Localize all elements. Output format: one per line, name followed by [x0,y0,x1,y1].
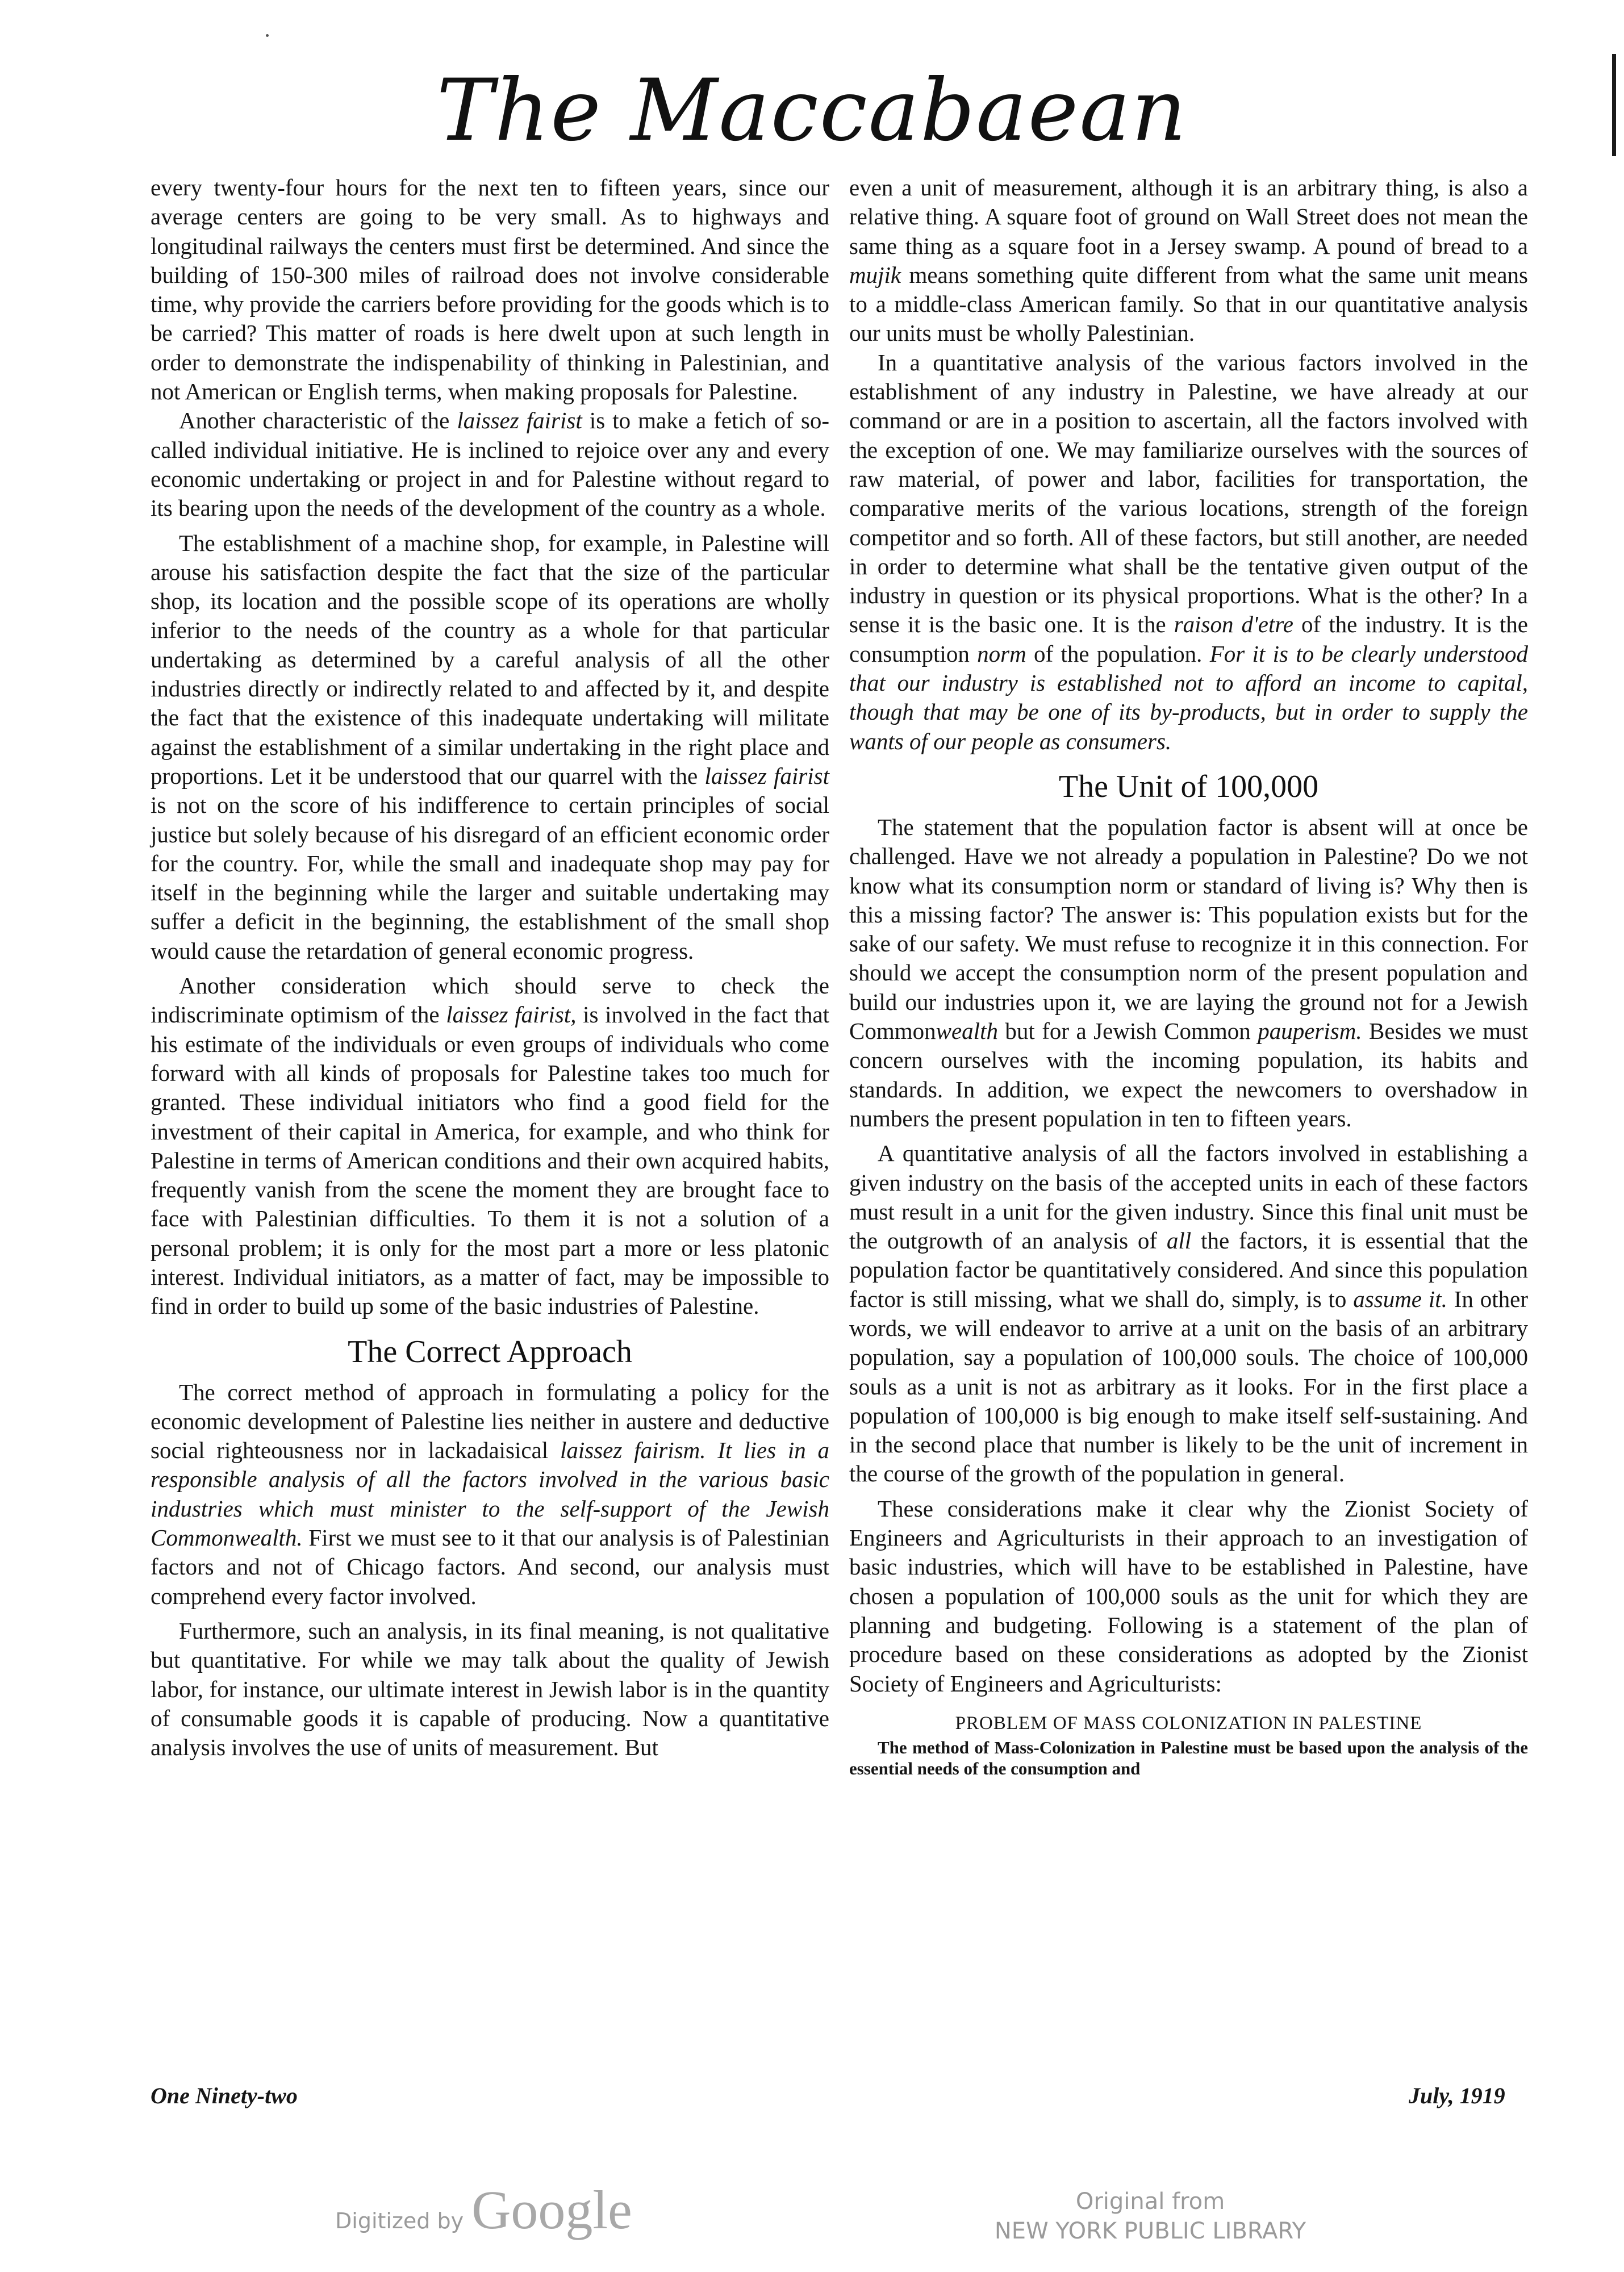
masthead-title: The Maccabaean [436,61,1188,160]
left-paragraph-2: Another characteristic of the laissez fairist is to make a fetich of so-called individual initiative. He is inclined to rejoice over any and every economic undertaking or project in and for Palestine without regard to its bearing upon the needs of the development of the country as a whole. [151,407,829,521]
left-paragraph-4: Another consideration which should serve to check the indiscriminate optimism of the laissez fairist, is involved in the fact that his estimate of the individuals or even groups of individuals who come forward with all kinds of proposals for Palestine takes too much for granted. These individual initiators who find a good field for the investment of their capital in America, for example, and who think for Palestine in terms of American conditions and their own acquired habits, frequently vanish from the scene the moment they are brought face to face with Palestinian difficulties. To them it is not a solution of a personal problem; it is only for the most part a more or less platonic interest. Individual initiators, as a matter of fact, may be impossible to find in order to build up some of the basic industries of Palestine. [151,972,830,1319]
left-paragraph-3: The establishment of a machine shop, for example, in Palestine will arouse his satisfaction despite the fact that the size of the particular shop, its location and the possible scope of its operations are wholly inferior to the needs of the country as a whole for that particular undertaking as determined by a careful analysis of all the other industries directly or indirectly related to and affected by it, and despite the fact that the existence of this inadequate undertaking will militate against the establishment of a similar undertaking in the right place and proportions. Let it be understood that our quarrel with the laissez fairist is not on the score of his indifference to certain principles of social justice but solely because of his disregard of an efficient economic order for the country. For, while the small and inadequate shop may pay for itself in the beginning while the larger and suitable undertaking may suffer a deficit in the beginning, the establishment of the small shop would cause the retardation of general economic progress. [151,529,830,964]
digitized-by-watermark [335,2178,632,2246]
right-paragraph-2: In a quantitative analysis of the various factors involved in the establishment of any industry in Palestine, we have already at our command or are in a position to ascertain, all the factors involved with the exception of one. We may familiarize ourselves with the sources of raw material, of power and labor, facilities for transportation, the comparative merits of the various locations, strength of the foreign competitor and so forth. All of these factors, but still another, are needed in order to determine what shall be the tentative given output of the industry in question or its physical proportions. What is the other? In a sense it is the basic one. It is the raison d'etre of the industry. It is the consumption norm of the population. For it is to be clearly understood that our industry is established not to afford an income to capital, though that may be one of its by-products, but in order to supply the wants of our people as consumers. [849,349,1528,754]
right-paragraph-5: These considerations make it clear why the Zionist Society of Engineers and Agriculturists in their approach to an investigation of basic industries, which will have to be established in Palestine, have chosen a population of 100,000 souls as the unit for which they are planning and budgeting. Following is a statement of the plan of procedure based on these considerations as adopted by the Zionist Society of Engineers and Agriculturists: [849,1495,1528,1697]
google-logo: Google [471,2179,632,2240]
original-from-watermark [966,2187,1335,2246]
right-column [849,173,1528,1779]
library-name: NEW YORK PUBLIC LIBRARY [994,2218,1306,2244]
left-column [151,173,829,1762]
footer-date: July, 1919 [1409,2083,1505,2108]
left-paragraph-1: every twenty-four hours for the next ten to fifteen years, since our average centers are going to be very small. As to highways and longitudinal railways the centers must first be determined. And since the building of 150-300 miles of railroad does not involve considerable time, why provide the carriers before providing for the goods which is to be carried? This matter of roads is here dwelt upon at such length in order to demonstrate the indispenability of thinking in Palestinian, and not American or English terms, when making proposals for Palestine. [151,174,829,405]
section-heading-correct-approach: The Correct Approach [348,1334,632,1369]
insert-text: The method of Mass-Colonization in Palestine must be based upon the analysis of the essential needs of the consumption and [849,1737,1528,1778]
original-from-label: Original from [1075,2189,1225,2215]
section-heading-unit-of-100000: The Unit of 100,000 [1058,769,1319,804]
right-paragraph-3: The statement that the population factor is absent will at once be challenged. Have we not already a population in Palestine? Do we not know what its consumption norm or standard of living is? Why then is this a missing factor? The answer is: This population exists but for the sake of our safety. We must refuse to recognize it in this connection. For should we accept the consumption norm of the present population and build our industries upon it, we are laying the ground not for a Jewish Commonwealth but for a Jewish Common pauperism. Besides we must concern ourselves with the incoming population, its habits and standards. In addition, we expect the newcomers to overshadow in numbers the present population in ten to fifteen years. [849,813,1528,1131]
footer-page-number: One Ninety-two [151,2083,298,2108]
stray-mark [266,34,269,37]
left-paragraph-6: Furthermore, such an analysis, in its final meaning, is not qualitative but quantitative. For while we may talk about the quality of Jewish labor, for instance, our ultimate interest in Jewish labor is in the quantity of consumable goods it is capable of producing. Now a quantitative analysis involves the use of units of measurement. But [151,1617,829,1761]
right-paragraph-4: A quantitative analysis of all the factors involved in establishing a given industry on the basis of the accepted units in each of these factors must result in a unit for the given industry. Since this final unit must be the outgrowth of an analysis of all the factors, it is essential that the population factor be quantitatively considered. And since this population factor is still missing, what we shall do, simply, is to assume it. In other words, we will endeavor to arrive at a unit on the basis of an arbitrary population, say a population of 100,000 souls. The choice of 100,000 souls as a unit is not as arbitrary as it looks. For in the first place a population of 100,000 is big enough to make itself self-sustaining. And in the second place that number is likely to be the unit of increment in the course of the growth of the population in general. [849,1140,1528,1487]
digitized-by-label: Digitized by [335,2208,464,2233]
left-paragraph-5: The correct method of approach in formulating a policy for the economic development of Palestine lies neither in austere and deductive social righteousness nor in lackadaisical laissez fairism. It lies in a responsible analysis of all the factors involved in the various basic industries which must minister to the self-support of the Jewish Commonwealth. First we must see to it that our analysis is of Palestinian factors and not of Chicago factors. And second, our analysis must comprehend every factor involved. [151,1379,829,1609]
right-paragraph-1: even a unit of measurement, although it is an arbitrary thing, is also a relative thing. A square foot of ground on Wall Street does not mean the same thing as a square foot in a Jersey swamp. A pound of bread to a mujik means something quite different from what the same unit means to a middle-class American family. So that in our quantitative analysis our units must be wholly Palestinian. [849,174,1528,346]
insert-title: PROBLEM OF MASS COLONIZATION IN PALESTINE [955,1713,1422,1734]
